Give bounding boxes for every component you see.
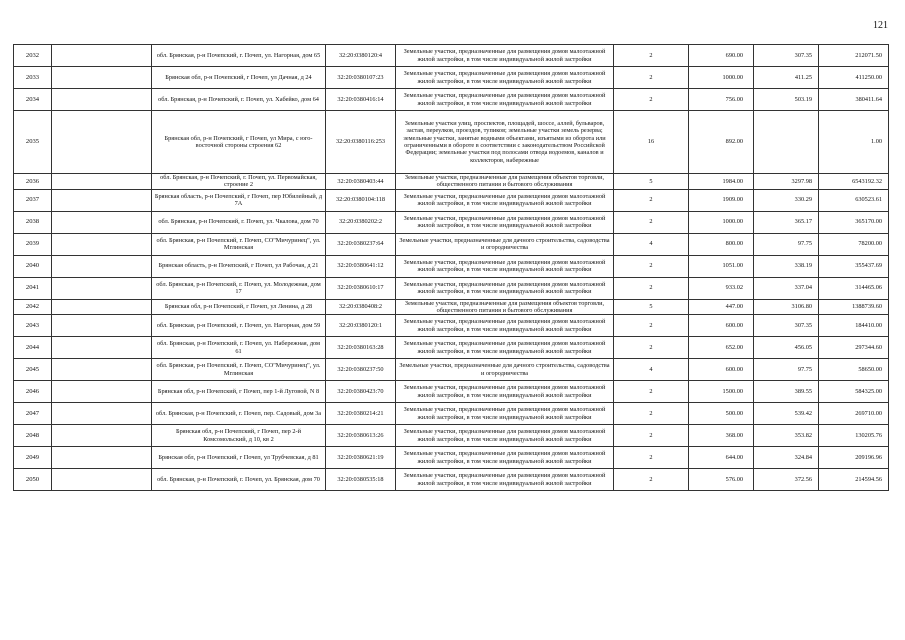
- cadastral-value-cell: 209196.96: [819, 447, 889, 469]
- land-use-cell: Земельные участки, предназначенные для дачного строительства, садоводства и огородничества: [396, 359, 614, 381]
- blank-cell: [52, 211, 152, 233]
- cadastral-number-cell: 32:20:0380641:12: [326, 255, 396, 277]
- cadastral-value-cell: 297344.60: [819, 337, 889, 359]
- address-cell: Брянская обл, р-н Почепский, г Почеп, пер 2-й Комсомольский, д 10, кв 2: [152, 425, 326, 447]
- blank-cell: [52, 174, 152, 190]
- group-code-cell: 4: [614, 359, 689, 381]
- area-cell: 644.00: [689, 447, 754, 469]
- blank-cell: [52, 403, 152, 425]
- row-number: 2041: [14, 277, 52, 299]
- cadastral-value-cell: 1388739.60: [819, 299, 889, 315]
- cadastral-number-cell: 32:20:0380120:4: [326, 45, 396, 67]
- row-number: 2039: [14, 233, 52, 255]
- row-number: 2037: [14, 189, 52, 211]
- cadastral-number-cell: 32:20:0380116:253: [326, 111, 396, 174]
- land-use-cell: Земельные участки, предназначенные для размещения домов малоэтажной жилой застройки, в том числе индивидуальной жилой застройки: [396, 381, 614, 403]
- specific-value-cell: [754, 111, 819, 174]
- area-cell: 690.00: [689, 45, 754, 67]
- address-cell: Брянская область, р-н Почепский, г Почеп, пер Юбилейный, д 7А: [152, 189, 326, 211]
- row-number: 2046: [14, 381, 52, 403]
- row-number: 2033: [14, 67, 52, 89]
- specific-value-cell: 337.04: [754, 277, 819, 299]
- land-use-cell: Земельные участки, предназначенные для размещения домов малоэтажной жилой застройки, в том числе индивидуальной жилой застройки: [396, 469, 614, 491]
- land-use-cell: Земельные участки, предназначенные для размещения домов малоэтажной жилой застройки, в том числе индивидуальной жилой застройки: [396, 67, 614, 89]
- address-cell: обл. Брянская, р-н Почепский, г. Почеп, пер. Садовый, дом 3а: [152, 403, 326, 425]
- area-cell: 652.00: [689, 337, 754, 359]
- row-number: 2049: [14, 447, 52, 469]
- address-cell: обл. Брянская, р-н Почепский, г. Почеп, ул. Хабейко, дом 64: [152, 89, 326, 111]
- table-row: [14, 45, 889, 67]
- land-use-cell: Земельные участки, предназначенные для размещения домов малоэтажной жилой застройки, в том числе индивидуальной жилой застройки: [396, 45, 614, 67]
- cadastral-number-cell: 32:20:0380237:50: [326, 359, 396, 381]
- cadastral-value-cell: 212071.50: [819, 45, 889, 67]
- cadastral-value-cell: 630523.61: [819, 189, 889, 211]
- land-use-cell: Земельные участки улиц, проспектов, площадей, шоссе, аллей, бульваров, застав, переулков, проездов, тупиков; земельные участки земель резерва; земельные участки, занятые водными объектами, изъятыми из оборота или ограниченными в обороте в соответствии с законодательством Российской Федерации; земельные участки под полосами отвода водоемов, каналов и коллекторов, набережные: [396, 111, 614, 174]
- specific-value-cell: 307.35: [754, 315, 819, 337]
- table-row: [14, 277, 889, 299]
- specific-value-cell: 3297.98: [754, 174, 819, 190]
- group-code-cell: 2: [614, 315, 689, 337]
- address-cell: Брянская обл, р-н Почепский, г Почеп, ул Дачная, д 24: [152, 67, 326, 89]
- land-use-cell: Земельные участки, предназначенные для размещения домов малоэтажной жилой застройки, в том числе индивидуальной жилой застройки: [396, 425, 614, 447]
- specific-value-cell: 338.19: [754, 255, 819, 277]
- specific-value-cell: 97.75: [754, 233, 819, 255]
- row-number: 2038: [14, 211, 52, 233]
- cadastral-value-cell: 130205.76: [819, 425, 889, 447]
- group-code-cell: 2: [614, 189, 689, 211]
- page-number: 121: [873, 20, 888, 31]
- row-number: 2034: [14, 89, 52, 111]
- blank-cell: [52, 337, 152, 359]
- group-code-cell: 2: [614, 45, 689, 67]
- cadastral-value-cell: 214594.56: [819, 469, 889, 491]
- address-cell: обл. Брянская, р-н Почепский, г. Почеп, ул. Нагорная, дом 59: [152, 315, 326, 337]
- table-row: [14, 189, 889, 211]
- address-cell: Брянская область, р-н Почепский, г Почеп, ул Рабочая, д 21: [152, 255, 326, 277]
- address-cell: обл. Брянская, р-н Почепский, г. Почеп, СО"Мичуринец", ул. Мглинская: [152, 233, 326, 255]
- cadastral-value-cell: 78200.00: [819, 233, 889, 255]
- land-use-cell: Земельные участки, предназначенные для размещения домов малоэтажной жилой застройки, в том числе индивидуальной жилой застройки: [396, 447, 614, 469]
- group-code-cell: 2: [614, 67, 689, 89]
- cadastral-number-cell: 32:20:0380535:18: [326, 469, 396, 491]
- cadastral-number-cell: 32:20:0380423:70: [326, 381, 396, 403]
- row-number: 2043: [14, 315, 52, 337]
- address-cell: обл. Брянская, р-н Почепский, г. Почеп, ул. Брянская, дом 70: [152, 469, 326, 491]
- table-row: [14, 255, 889, 277]
- cadastral-number-cell: 32:20:0380120:1: [326, 315, 396, 337]
- address-cell: обл. Брянская, р-н Почепский, г. Почеп, ул. Набережная, дом 61: [152, 337, 326, 359]
- cadastral-value-cell: 184410.00: [819, 315, 889, 337]
- row-number: 2045: [14, 359, 52, 381]
- row-number: 2032: [14, 45, 52, 67]
- specific-value-cell: 330.29: [754, 189, 819, 211]
- group-code-cell: 2: [614, 447, 689, 469]
- specific-value-cell: 97.75: [754, 359, 819, 381]
- specific-value-cell: 353.82: [754, 425, 819, 447]
- cadastral-value-cell: 380411.64: [819, 89, 889, 111]
- land-use-cell: Земельные участки, предназначенные для размещения домов малоэтажной жилой застройки, в том числе индивидуальной жилой застройки: [396, 403, 614, 425]
- cadastral-number-cell: 32:20:0380202:2: [326, 211, 396, 233]
- blank-cell: [52, 469, 152, 491]
- land-use-cell: Земельные участки, предназначенные для размещения объектов торговли, общественного питания и бытового обслуживания: [396, 174, 614, 190]
- table-row: [14, 469, 889, 491]
- cadastral-value-cell: 365170.00: [819, 211, 889, 233]
- cadastral-number-cell: 32:20:0380621:19: [326, 447, 396, 469]
- blank-cell: [52, 299, 152, 315]
- group-code-cell: 2: [614, 255, 689, 277]
- specific-value-cell: 411.25: [754, 67, 819, 89]
- area-cell: 1000.00: [689, 67, 754, 89]
- table-row: [14, 233, 889, 255]
- specific-value-cell: 503.19: [754, 89, 819, 111]
- land-use-cell: Земельные участки, предназначенные для дачного строительства, садоводства и огородничества: [396, 233, 614, 255]
- cadastral-number-cell: 32:20:0380214:21: [326, 403, 396, 425]
- row-number: 2036: [14, 174, 52, 190]
- cadastral-value-table: [13, 44, 889, 491]
- cadastral-value-cell: 584325.00: [819, 381, 889, 403]
- cadastral-value-cell: 411250.00: [819, 67, 889, 89]
- table-row: [14, 425, 889, 447]
- row-number: 2048: [14, 425, 52, 447]
- table-row: [14, 174, 889, 190]
- land-use-cell: Земельные участки, предназначенные для размещения объектов торговли, общественного питания и бытового обслуживания: [396, 299, 614, 315]
- cadastral-value-cell: 269710.00: [819, 403, 889, 425]
- address-cell: Брянская обл, р-н Почепский, г Почеп, ул Мира, с юго-восточной стороны строения 62: [152, 111, 326, 174]
- specific-value-cell: 307.35: [754, 45, 819, 67]
- table-row: [14, 299, 889, 315]
- area-cell: 1000.00: [689, 211, 754, 233]
- blank-cell: [52, 359, 152, 381]
- cadastral-number-cell: 32:20:0380416:14: [326, 89, 396, 111]
- area-cell: 600.00: [689, 315, 754, 337]
- group-code-cell: 2: [614, 337, 689, 359]
- cadastral-value-cell: 355437.69: [819, 255, 889, 277]
- area-cell: 447.00: [689, 299, 754, 315]
- table-row: [14, 211, 889, 233]
- row-number: 2050: [14, 469, 52, 491]
- land-use-cell: Земельные участки, предназначенные для размещения домов малоэтажной жилой застройки, в том числе индивидуальной жилой застройки: [396, 89, 614, 111]
- blank-cell: [52, 315, 152, 337]
- table-row: [14, 67, 889, 89]
- blank-cell: [52, 67, 152, 89]
- group-code-cell: 4: [614, 233, 689, 255]
- area-cell: 1500.00: [689, 381, 754, 403]
- blank-cell: [52, 89, 152, 111]
- area-cell: 800.00: [689, 233, 754, 255]
- table-row: [14, 111, 889, 174]
- area-cell: 1909.00: [689, 189, 754, 211]
- cadastral-number-cell: 32:20:0380163:28: [326, 337, 396, 359]
- specific-value-cell: 389.55: [754, 381, 819, 403]
- table-body: [14, 45, 889, 491]
- land-use-cell: Земельные участки, предназначенные для размещения домов малоэтажной жилой застройки, в том числе индивидуальной жилой застройки: [396, 337, 614, 359]
- cadastral-number-cell: 32:20:0380104:118: [326, 189, 396, 211]
- cadastral-value-cell: 1.00: [819, 111, 889, 174]
- cadastral-number-cell: 32:20:0380403:44: [326, 174, 396, 190]
- cadastral-value-cell: 58650.00: [819, 359, 889, 381]
- group-code-cell: 5: [614, 299, 689, 315]
- row-number: 2042: [14, 299, 52, 315]
- blank-cell: [52, 447, 152, 469]
- blank-cell: [52, 425, 152, 447]
- area-cell: 1984.00: [689, 174, 754, 190]
- specific-value-cell: 3106.80: [754, 299, 819, 315]
- row-number: 2040: [14, 255, 52, 277]
- cadastral-number-cell: 32:20:0380408:2: [326, 299, 396, 315]
- table-row: [14, 337, 889, 359]
- group-code-cell: 2: [614, 211, 689, 233]
- cadastral-value-cell: 6543192.32: [819, 174, 889, 190]
- area-cell: 368.00: [689, 425, 754, 447]
- area-cell: 576.00: [689, 469, 754, 491]
- area-cell: 933.02: [689, 277, 754, 299]
- group-code-cell: 2: [614, 381, 689, 403]
- group-code-cell: 2: [614, 469, 689, 491]
- blank-cell: [52, 45, 152, 67]
- land-use-cell: Земельные участки, предназначенные для размещения домов малоэтажной жилой застройки, в том числе индивидуальной жилой застройки: [396, 189, 614, 211]
- group-code-cell: 5: [614, 174, 689, 190]
- group-code-cell: 2: [614, 403, 689, 425]
- land-use-cell: Земельные участки, предназначенные для размещения домов малоэтажной жилой застройки, в том числе индивидуальной жилой застройки: [396, 211, 614, 233]
- area-cell: 600.00: [689, 359, 754, 381]
- cadastral-value-cell: 314465.06: [819, 277, 889, 299]
- blank-cell: [52, 381, 152, 403]
- address-cell: обл. Брянская, р-н Почепский, г. Почеп, ул. Молодежная, дом 17: [152, 277, 326, 299]
- cadastral-number-cell: 32:20:0380610:17: [326, 277, 396, 299]
- specific-value-cell: 456.05: [754, 337, 819, 359]
- cadastral-number-cell: 32:20:0380237:64: [326, 233, 396, 255]
- address-cell: обл. Брянская, р-н Почепский, г. Почеп, ул. Нагорная, дом 65: [152, 45, 326, 67]
- land-use-cell: Земельные участки, предназначенные для размещения домов малоэтажной жилой застройки, в том числе индивидуальной жилой застройки: [396, 315, 614, 337]
- row-number: 2047: [14, 403, 52, 425]
- address-cell: обл. Брянская, р-н Почепский, г. Почеп, ул. Первомайская, строение 2: [152, 174, 326, 190]
- group-code-cell: 2: [614, 425, 689, 447]
- blank-cell: [52, 255, 152, 277]
- cadastral-number-cell: 32:20:0380107:23: [326, 67, 396, 89]
- specific-value-cell: 539.42: [754, 403, 819, 425]
- area-cell: 1051.00: [689, 255, 754, 277]
- table-row: [14, 403, 889, 425]
- row-number: 2044: [14, 337, 52, 359]
- area-cell: 892.00: [689, 111, 754, 174]
- table-row: [14, 315, 889, 337]
- table-row: [14, 89, 889, 111]
- address-cell: Брянская обл, р-н Почепский, г Почеп, ул Ленина, д 28: [152, 299, 326, 315]
- table-row: [14, 359, 889, 381]
- group-code-cell: 2: [614, 89, 689, 111]
- blank-cell: [52, 111, 152, 174]
- address-cell: обл. Брянская, р-н Почепский, г. Почеп, СО"Мичуринец", ул. Мглинская: [152, 359, 326, 381]
- table-row: [14, 447, 889, 469]
- blank-cell: [52, 277, 152, 299]
- table-row: [14, 381, 889, 403]
- row-number: 2035: [14, 111, 52, 174]
- specific-value-cell: 372.56: [754, 469, 819, 491]
- land-use-cell: Земельные участки, предназначенные для размещения домов малоэтажной жилой застройки, в том числе индивидуальной жилой застройки: [396, 255, 614, 277]
- specific-value-cell: 365.17: [754, 211, 819, 233]
- blank-cell: [52, 189, 152, 211]
- blank-cell: [52, 233, 152, 255]
- specific-value-cell: 324.84: [754, 447, 819, 469]
- land-use-cell: Земельные участки, предназначенные для размещения домов малоэтажной жилой застройки, в том числе индивидуальной жилой застройки: [396, 277, 614, 299]
- address-cell: Брянская обл, р-н Почепский, г Почеп, пер 1-й Луговой, N 8: [152, 381, 326, 403]
- area-cell: 500.00: [689, 403, 754, 425]
- cadastral-number-cell: 32:20:0380613:26: [326, 425, 396, 447]
- group-code-cell: 16: [614, 111, 689, 174]
- address-cell: обл. Брянская, р-н Почепский, г. Почеп, ул. Чкалова, дом 70: [152, 211, 326, 233]
- address-cell: Брянская обл, р-н Почепский, г Почеп, ул Трубчевская, д 81: [152, 447, 326, 469]
- area-cell: 756.00: [689, 89, 754, 111]
- group-code-cell: 2: [614, 277, 689, 299]
